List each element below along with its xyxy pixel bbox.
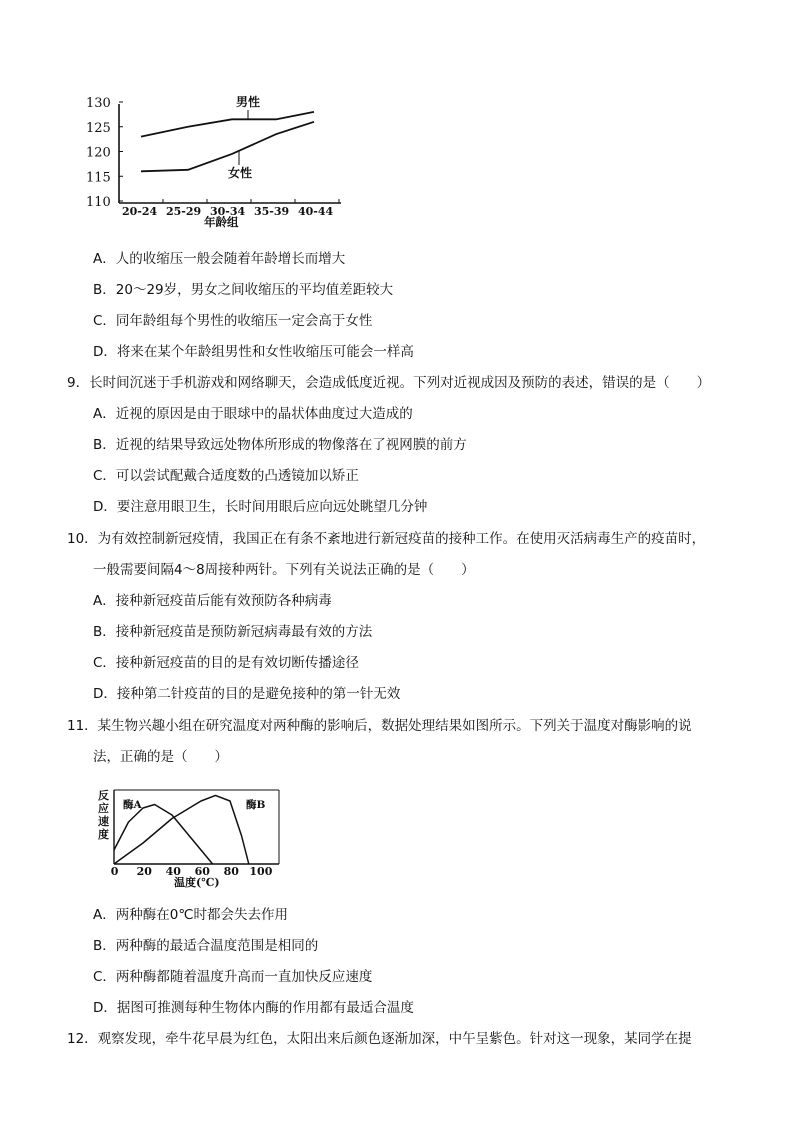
x-tick-label: 35-39 bbox=[254, 205, 290, 218]
x-tick-label: 30-34 bbox=[210, 205, 246, 218]
q10-stem-line2: 一般需要间隔4～8周接种两针。下列有关说法正确的是（ ） bbox=[93, 562, 475, 578]
x-axis-label: 年龄组 bbox=[204, 215, 239, 229]
x-tick-label: 25-29 bbox=[166, 205, 202, 218]
q8-option-b: B．20～29岁，男女之间收缩压的平均值差距较大 bbox=[93, 282, 394, 298]
q8-option-a: A．人的收缩压一般会随着年龄增长而增大 bbox=[93, 251, 346, 267]
q9-option-b: B．近视的结果导致远处物体所形成的物像落在了视网膜的前方 bbox=[93, 437, 467, 453]
x-tick-label: 80 bbox=[223, 865, 239, 878]
y-tick-label: 130 bbox=[86, 96, 111, 111]
y-tick-label: 115 bbox=[86, 170, 111, 186]
y-tick-label: 120 bbox=[86, 145, 111, 161]
q12-stem-line1: 12．观察发现，牵牛花早晨为红色，太阳出来后颜色逐渐加深，中午呈紫色。针对这一现象，某同学在提 bbox=[67, 1031, 692, 1047]
q11-option-b: B．两种酶的最适合温度范围是相同的 bbox=[93, 938, 319, 954]
q10-option-d: D．接种第二针疫苗的目的是避免接种的第一针无效 bbox=[93, 686, 401, 702]
q9-stem: 9．长时间沉迷于手机游戏和网络聊天，会造成低度近视。下列对近视成因及预防的表述，错误的是（ ） bbox=[67, 375, 711, 391]
series-curve-enzyme-a bbox=[114, 805, 213, 865]
series-label-female: 女性 bbox=[228, 166, 253, 180]
q9-option-d: D．要注意用眼卫生，长时间用眼后应向远处眺望几分钟 bbox=[93, 499, 428, 515]
q10-option-a: A．接种新冠疫苗后能有效预防各种病毒 bbox=[93, 593, 332, 609]
q11-option-a: A．两种酶在0℃时都会失去作用 bbox=[93, 907, 288, 923]
series-label-enzyme-b: 酶B bbox=[246, 799, 266, 811]
series-label-male: 男性 bbox=[236, 95, 261, 109]
series-label-enzyme-a: 酶A bbox=[123, 799, 142, 811]
y-tick-label: 125 bbox=[86, 120, 111, 136]
y-axis-label: 反 应 速 度 bbox=[98, 789, 109, 841]
q11-stem-line1: 11．某生物兴趣小组在研究温度对两种酶的影响后，数据处理结果如图所示。下列关于温度对酶影响的说 bbox=[67, 718, 692, 734]
enzyme-temperature-chart bbox=[94, 785, 294, 890]
q10-option-b: B．接种新冠疫苗是预防新冠病毒最有效的方法 bbox=[93, 624, 373, 640]
q11-option-d: D．据图可推测每种生物体内酶的作用都有最适合温度 bbox=[93, 1000, 414, 1016]
x-axis-label: 温度(℃) bbox=[174, 876, 220, 889]
q9-option-c: C．可以尝试配戴合适度数的凸透镜加以矫正 bbox=[93, 468, 359, 484]
q11-stem-line2: 法，正确的是（ ） bbox=[93, 749, 228, 765]
q9-option-a: A．近视的原因是由于眼球中的晶状体曲度过大造成的 bbox=[93, 406, 413, 422]
x-tick-label: 40 bbox=[165, 865, 181, 878]
x-tick-label: 60 bbox=[194, 865, 210, 878]
series-line-male bbox=[141, 112, 314, 137]
x-tick-label: 40-44 bbox=[298, 205, 334, 218]
x-tick-label: 0 bbox=[110, 865, 119, 878]
y-tick-label: 110 bbox=[86, 195, 111, 210]
x-tick-label: 20 bbox=[136, 865, 152, 878]
x-tick-label: 100 bbox=[249, 865, 273, 878]
x-tick-label: 20-24 bbox=[122, 205, 158, 218]
q8-option-c: C．同年龄组每个男性的收缩压一定会高于女性 bbox=[93, 313, 373, 329]
blood-pressure-chart bbox=[86, 94, 356, 232]
q8-option-d: D．将来在某个年龄组男性和女性收缩压可能会一样高 bbox=[93, 344, 414, 360]
q11-option-c: C．两种酶都随着温度升高而一直加快反应速度 bbox=[93, 969, 373, 985]
series-line-female bbox=[141, 122, 314, 172]
q10-stem-line1: 10．为有效控制新冠疫情，我国正在有条不紊地进行新冠疫苗的接种工作。在使用灭活病毒生产的疫苗时， bbox=[67, 531, 706, 547]
q10-option-c: C．接种新冠疫苗的目的是有效切断传播途径 bbox=[93, 655, 359, 671]
